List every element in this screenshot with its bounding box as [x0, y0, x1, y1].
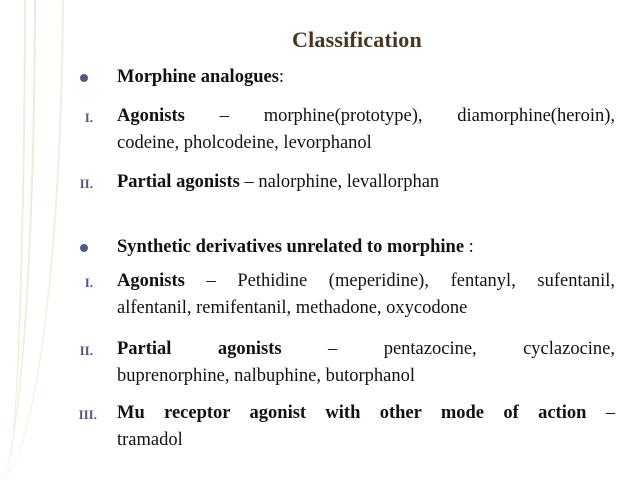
item-marker: I.	[84, 275, 93, 290]
item-label: Partial agonists	[117, 172, 240, 192]
item-label: Partial	[117, 339, 172, 359]
section-heading-label: Synthetic derivatives unrelated to morphine	[117, 237, 465, 257]
item-label: Mu receptor agonist with other mode of action	[117, 403, 587, 423]
item-marker: I.	[84, 110, 93, 125]
item-marker: II.	[79, 343, 93, 358]
slide-title: Classification	[292, 27, 422, 52]
item-label: Agonists	[117, 271, 185, 291]
item-label: Agonists	[117, 106, 185, 126]
section-heading-label: Morphine analogues	[117, 67, 279, 87]
item-marker: II.	[79, 176, 93, 191]
bullet-icon	[80, 244, 88, 252]
item-label: agonists	[217, 339, 282, 359]
bullet-icon	[80, 74, 88, 82]
item-marker: III.	[78, 407, 97, 422]
